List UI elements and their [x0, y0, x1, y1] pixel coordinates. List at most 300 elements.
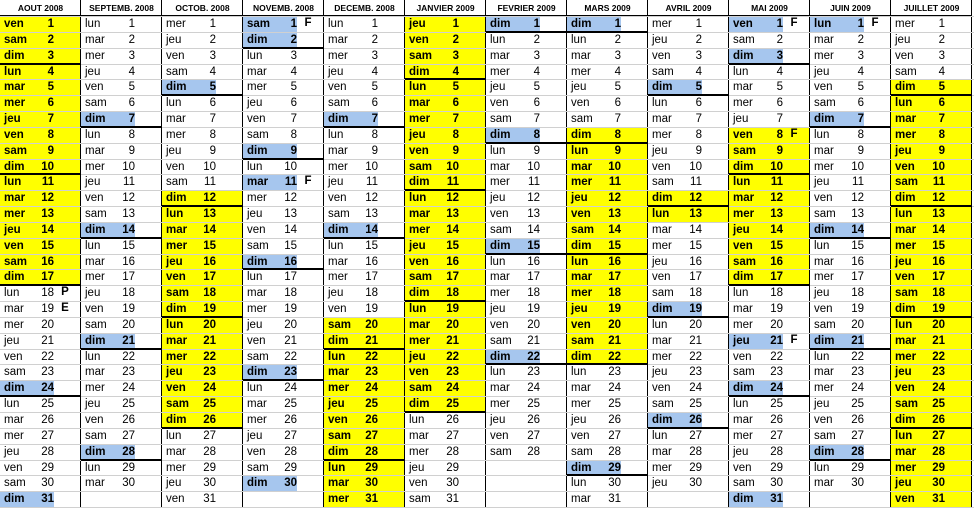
day-name: jeu	[895, 255, 912, 268]
day-cell	[648, 380, 728, 396]
day-name: ven	[490, 208, 509, 221]
day-number: 6	[47, 97, 54, 110]
day-name: mer	[4, 318, 24, 331]
day-cell	[405, 254, 485, 270]
day-number: 27	[122, 429, 135, 442]
day-name: dim	[243, 254, 277, 270]
day-name: dim	[409, 176, 430, 189]
day-name: mar	[85, 255, 105, 268]
day-number: 7	[938, 113, 945, 126]
day-cell	[567, 475, 647, 491]
day-name: mar	[895, 113, 917, 126]
day-name: ven	[409, 144, 429, 157]
day-cell	[81, 48, 161, 64]
day-name: lun	[85, 461, 101, 474]
day-name: sam	[166, 65, 188, 78]
day-cell	[81, 159, 161, 175]
day-name: sam	[814, 429, 836, 442]
day-number: 7	[533, 113, 540, 126]
row-line	[0, 64, 974, 65]
day-number: 13	[770, 208, 783, 221]
day-number: 10	[770, 160, 783, 173]
row-line	[0, 380, 974, 381]
day-number: 10	[446, 160, 459, 173]
day-cell	[162, 206, 242, 222]
day-name: dim	[328, 445, 349, 458]
day-number: 28	[115, 444, 135, 460]
day-name: jeu	[652, 144, 668, 157]
day-number: 13	[446, 208, 459, 221]
day-name: lun	[733, 287, 749, 300]
row-line	[0, 206, 974, 207]
day-name: mer	[166, 239, 188, 252]
day-name: mar	[328, 255, 348, 268]
day-number: 23	[446, 366, 459, 379]
day-name: lun	[85, 239, 101, 252]
day-name: lun	[652, 97, 668, 110]
day-name: mar	[733, 192, 755, 205]
day-cell	[729, 32, 809, 48]
day-name: mar	[814, 366, 834, 379]
day-cell	[324, 475, 404, 491]
day-name: lun	[328, 18, 344, 30]
day-cell	[243, 380, 323, 396]
month-header: NOVEMB. 2008	[243, 0, 324, 16]
day-cell	[810, 222, 890, 238]
day-name: mar	[895, 445, 917, 458]
day-name: dim	[4, 160, 25, 173]
week-separator	[243, 47, 324, 49]
day-number: 28	[608, 445, 621, 458]
day-cell	[567, 159, 647, 175]
day-name: sam	[733, 144, 757, 157]
day-number: 29	[365, 461, 378, 474]
day-cell	[810, 412, 890, 428]
week-separator	[891, 205, 972, 207]
day-number: 11	[123, 176, 135, 189]
day-number: 15	[284, 239, 297, 252]
day-name: sam	[490, 334, 512, 347]
day-note: F	[790, 127, 798, 140]
day-cell	[162, 301, 242, 317]
day-name: jeu	[895, 33, 911, 46]
day-number: 7	[47, 113, 54, 126]
day-number: 5	[47, 81, 54, 94]
day-number: 2	[452, 33, 459, 46]
week-separator	[486, 31, 567, 33]
day-cell	[648, 16, 728, 32]
day-cell	[486, 269, 566, 285]
day-name: dim	[324, 111, 358, 127]
day-name: jeu	[247, 429, 263, 442]
day-number: 8	[520, 127, 540, 143]
day-number: 19	[41, 303, 54, 316]
day-name: lun	[409, 303, 427, 316]
day-name: mer	[409, 223, 431, 236]
day-number: 30	[689, 477, 702, 490]
day-number: 10	[122, 160, 135, 173]
day-cell	[243, 475, 323, 491]
day-number: 18	[932, 287, 945, 300]
day-cell	[405, 174, 485, 190]
day-cell	[0, 48, 80, 64]
day-name: mer	[328, 493, 350, 506]
day-cell	[648, 428, 728, 444]
day-number: 22	[608, 350, 621, 363]
day-name: dim	[648, 79, 682, 95]
day-name: mer	[328, 49, 348, 62]
day-cell	[648, 254, 728, 270]
day-name: mar	[409, 318, 431, 331]
day-number: 17	[203, 271, 216, 284]
day-number: 26	[932, 414, 945, 426]
day-cell	[729, 269, 809, 285]
day-number: 31	[608, 493, 621, 506]
day-cell	[243, 269, 323, 285]
day-number: 4	[371, 65, 378, 78]
day-cell	[648, 364, 728, 380]
day-name: ven	[571, 208, 591, 221]
day-cell	[648, 269, 728, 285]
day-number: 14	[527, 223, 540, 236]
day-number: 17	[527, 271, 540, 284]
day-number: 25	[527, 398, 540, 411]
day-number: 22	[41, 350, 54, 363]
week-separator	[81, 459, 162, 461]
day-name: sam	[166, 176, 188, 189]
day-number: 7	[452, 113, 459, 126]
day-cell	[243, 206, 323, 222]
day-number: 26	[122, 414, 135, 426]
day-cell	[243, 254, 323, 270]
day-name: sam	[247, 350, 269, 363]
day-cell	[891, 475, 971, 491]
day-cell	[324, 127, 404, 143]
day-cell	[0, 396, 80, 412]
day-name: mar	[4, 81, 26, 94]
day-cell	[729, 127, 809, 143]
day-number: 13	[689, 208, 702, 221]
day-note: F	[790, 17, 798, 29]
day-name: dim	[486, 127, 520, 143]
day-number: 29	[932, 461, 945, 474]
day-cell	[810, 349, 890, 365]
row-line	[0, 428, 974, 429]
day-cell	[0, 364, 80, 380]
day-number: 22	[520, 349, 540, 365]
day-cell	[0, 349, 80, 365]
day-number: 25	[932, 398, 945, 411]
day-name: jeu	[166, 144, 182, 157]
day-number: 10	[41, 160, 54, 173]
day-number: 7	[115, 111, 135, 127]
day-cell	[486, 48, 566, 64]
day-name: lun	[328, 350, 346, 363]
day-number: 8	[209, 128, 216, 141]
day-cell	[729, 16, 809, 32]
week-separator	[81, 126, 162, 128]
day-name: sam	[85, 97, 107, 110]
day-cell	[891, 396, 971, 412]
day-cell	[162, 143, 242, 159]
day-name: jeu	[895, 366, 912, 379]
day-name: mer	[652, 18, 672, 30]
day-name: dim	[166, 303, 187, 316]
day-name: mar	[328, 33, 348, 46]
week-separator	[567, 363, 648, 365]
day-name: mer	[85, 271, 105, 284]
day-name: jeu	[409, 128, 426, 141]
day-number: 3	[452, 49, 459, 62]
day-name: sam	[328, 208, 350, 221]
row-line	[0, 159, 974, 160]
day-number: 31	[203, 493, 216, 506]
day-cell	[729, 364, 809, 380]
day-number: 2	[277, 32, 297, 48]
week-separator	[243, 268, 324, 270]
day-number: 15	[770, 239, 783, 252]
day-name: sam	[733, 255, 757, 268]
day-name: mer	[814, 382, 834, 395]
day-name: ven	[247, 334, 266, 347]
day-cell	[81, 95, 161, 111]
month-header: OCTOB. 2008	[162, 0, 243, 16]
day-name: sam	[814, 318, 836, 331]
day-name: dim	[648, 412, 682, 428]
week-separator	[0, 173, 81, 175]
day-name: jeu	[409, 18, 426, 30]
day-number: 29	[689, 461, 702, 474]
day-number: 3	[857, 49, 864, 62]
day-name: jeu	[166, 477, 182, 490]
day-cell	[0, 380, 80, 396]
day-number: 1	[277, 16, 297, 32]
day-cell	[810, 364, 890, 380]
day-cell	[648, 190, 728, 206]
day-number: 21	[115, 333, 135, 349]
day-name: sam	[571, 334, 595, 347]
day-number: 4	[128, 65, 135, 78]
day-cell	[648, 222, 728, 238]
day-number: 30	[770, 477, 783, 490]
day-name: mar	[652, 445, 672, 458]
day-number: 11	[932, 176, 945, 189]
day-number: 2	[128, 33, 135, 46]
day-name: lun	[166, 429, 182, 442]
day-number: 5	[682, 79, 702, 95]
day-cell	[405, 412, 485, 428]
day-number: 25	[608, 398, 621, 411]
day-cell	[729, 174, 809, 190]
day-cell	[810, 111, 890, 127]
day-name: mar	[571, 382, 591, 395]
day-cell	[891, 444, 971, 460]
day-number: 18	[122, 287, 135, 300]
day-number: 5	[857, 81, 864, 94]
day-number: 24	[122, 382, 135, 395]
day-cell	[891, 349, 971, 365]
day-cell	[567, 16, 647, 32]
day-cell	[729, 238, 809, 254]
day-cell	[324, 238, 404, 254]
day-cell	[0, 32, 80, 48]
day-number: 1	[128, 18, 135, 30]
day-number: 8	[938, 128, 945, 141]
day-number: 1	[47, 18, 54, 30]
day-cell	[486, 32, 566, 48]
day-cell	[243, 174, 323, 190]
day-number: 12	[203, 192, 216, 205]
day-name: sam	[85, 429, 107, 442]
day-number: 25	[41, 398, 54, 411]
week-separator	[243, 379, 324, 381]
day-number: 14	[203, 223, 216, 236]
day-number: 11	[204, 176, 216, 189]
day-name: ven	[247, 445, 266, 458]
day-name: mer	[571, 65, 591, 78]
day-cell	[324, 190, 404, 206]
day-cell	[567, 127, 647, 143]
day-number: 12	[122, 192, 135, 205]
week-separator	[162, 94, 243, 96]
day-name: dim	[4, 271, 25, 284]
day-cell	[162, 16, 242, 32]
day-name: jeu	[895, 144, 912, 157]
day-cell	[567, 333, 647, 349]
day-cell	[243, 301, 323, 317]
day-cell	[243, 428, 323, 444]
day-number: 13	[365, 208, 378, 221]
day-number: 17	[689, 271, 702, 284]
day-number: 10	[527, 160, 540, 173]
month-header: MAI 2009	[729, 0, 810, 16]
day-cell	[81, 127, 161, 143]
day-number: 1	[695, 18, 702, 30]
day-name: ven	[652, 49, 671, 62]
day-number: 23	[932, 366, 945, 379]
day-cell	[567, 79, 647, 95]
day-cell	[162, 159, 242, 175]
day-name: mer	[490, 65, 510, 78]
day-cell	[162, 412, 242, 428]
day-name: mar	[85, 33, 105, 46]
day-cell	[162, 48, 242, 64]
day-cell	[486, 190, 566, 206]
day-number: 8	[47, 128, 54, 141]
day-name: dim	[409, 287, 430, 300]
day-cell	[891, 48, 971, 64]
week-separator	[567, 474, 648, 476]
day-cell	[486, 349, 566, 365]
day-cell	[81, 285, 161, 301]
day-name: lun	[895, 429, 913, 442]
day-number: 17	[770, 271, 783, 284]
day-name: dim	[729, 48, 763, 64]
day-name: mar	[571, 271, 593, 284]
day-cell	[567, 32, 647, 48]
day-number: 25	[770, 398, 783, 411]
day-cell	[324, 222, 404, 238]
day-number: 1	[209, 18, 216, 30]
day-cell	[324, 349, 404, 365]
day-number: 17	[365, 271, 378, 284]
day-name: mer	[409, 113, 431, 126]
day-cell	[405, 475, 485, 491]
day-name: lun	[814, 350, 830, 363]
day-cell	[891, 190, 971, 206]
day-cell	[81, 444, 161, 460]
day-name: sam	[409, 271, 433, 284]
day-name: dim	[810, 333, 844, 349]
day-name: jeu	[652, 477, 668, 490]
day-name: ven	[490, 318, 509, 331]
day-cell	[81, 475, 161, 491]
day-name: ven	[729, 16, 763, 32]
day-cell	[324, 79, 404, 95]
day-number: 10	[365, 160, 378, 173]
day-number: 29	[601, 460, 621, 476]
day-name: dim	[810, 222, 844, 238]
day-number: 25	[851, 398, 864, 411]
day-cell	[324, 48, 404, 64]
day-number: 23	[770, 366, 783, 379]
day-cell	[0, 190, 80, 206]
day-name: mer	[490, 398, 510, 411]
day-number: 16	[122, 255, 135, 268]
day-name: lun	[328, 128, 344, 141]
day-cell	[729, 491, 809, 507]
day-number: 13	[203, 208, 216, 221]
day-cell	[891, 333, 971, 349]
day-number: 9	[209, 144, 216, 157]
day-number: 26	[608, 414, 621, 426]
day-number: 6	[371, 97, 378, 110]
day-note: F	[790, 333, 798, 346]
day-name: mar	[328, 477, 350, 490]
day-cell	[729, 460, 809, 476]
day-name: sam	[4, 144, 28, 157]
day-number: 15	[203, 239, 216, 252]
day-name: jeu	[571, 192, 588, 205]
day-name: ven	[85, 192, 104, 205]
day-cell	[486, 333, 566, 349]
day-number: 6	[776, 97, 783, 110]
day-name: dim	[810, 444, 844, 460]
week-separator	[81, 237, 162, 239]
day-name: sam	[652, 398, 674, 411]
day-number: 1	[452, 18, 459, 30]
day-name: mar	[814, 477, 834, 490]
day-cell	[405, 206, 485, 222]
day-number: 21	[41, 334, 54, 347]
week-separator	[810, 348, 891, 350]
day-cell	[729, 79, 809, 95]
day-name: ven	[814, 303, 833, 316]
day-number: 4	[938, 65, 945, 78]
day-cell	[567, 317, 647, 333]
day-cell	[486, 428, 566, 444]
day-name: jeu	[409, 239, 426, 252]
day-name: mar	[814, 144, 834, 157]
week-separator	[891, 94, 972, 96]
day-cell	[567, 48, 647, 64]
day-name: jeu	[490, 414, 506, 426]
day-number: 20	[608, 318, 621, 331]
day-cell	[486, 79, 566, 95]
day-number: 22	[446, 350, 459, 363]
day-cell	[891, 460, 971, 476]
day-name: dim	[409, 65, 430, 78]
